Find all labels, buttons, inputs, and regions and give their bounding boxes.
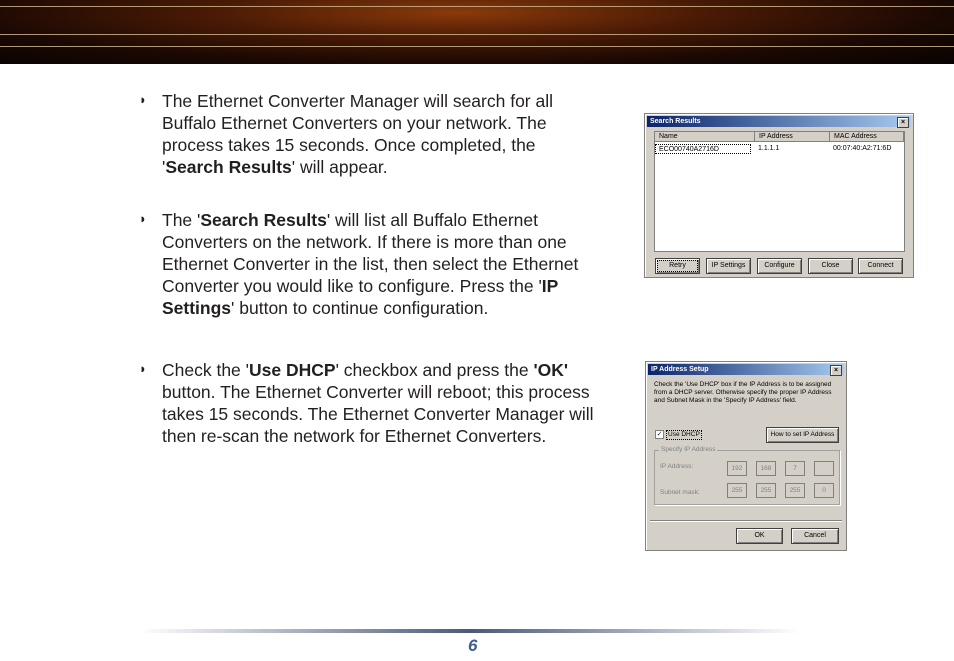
ip-octet-3[interactable]: 7 — [785, 461, 805, 476]
row-name-cell: ECO00740A2716D — [655, 144, 751, 154]
ip-setup-titlebar — [648, 364, 844, 375]
close-icon[interactable]: × — [897, 117, 909, 128]
header-rule — [0, 46, 954, 47]
close-button[interactable]: Close — [808, 258, 853, 274]
header-rule — [0, 34, 954, 35]
instruction-paragraph-2 — [162, 209, 607, 319]
paragraph-text-segment: ' checkbox and press the — [335, 360, 534, 380]
subnet-octet-1[interactable]: 255 — [727, 483, 747, 498]
window-title: IP Address Setup — [651, 366, 709, 373]
subnet-octet-2[interactable]: 255 — [756, 483, 776, 498]
paragraph-text-segment: IP Settings — [162, 276, 558, 318]
close-icon[interactable]: × — [830, 365, 842, 376]
subnet-mask-label: Subnet mask: — [660, 489, 700, 496]
column-header-ip[interactable]: IP Address — [755, 132, 830, 142]
paragraph-text-segment: The ' — [162, 210, 201, 230]
header-banner — [0, 0, 954, 64]
row-mac-cell: 00:07:40:A2:71:6D — [833, 145, 892, 152]
bullet-icon: ◗ — [139, 211, 147, 226]
ok-button[interactable]: OK — [736, 528, 783, 544]
subnet-octet-3[interactable]: 255 — [785, 483, 805, 498]
ip-address-setup-window — [645, 361, 847, 551]
paragraph-text-segment: 'OK' — [533, 360, 569, 380]
group-label: Specify IP Address — [661, 446, 716, 453]
how-to-set-ip-button[interactable]: How to set IP Address — [766, 427, 839, 443]
instruction-paragraph-1 — [162, 90, 592, 178]
column-header-name[interactable]: Name — [655, 132, 755, 142]
paragraph-text-segment: ' button to continue configuration. — [231, 298, 489, 318]
paragraph-text-segment: The Ethernet Converter Manager will search for all Buffalo Ethernet Converters on your network. The process takes 15 seconds. Once completed, the ' — [162, 91, 554, 177]
specify-ip-group — [654, 446, 840, 505]
ip-address-label: IP Address: — [660, 463, 694, 470]
connect-button[interactable]: Connect — [858, 258, 903, 274]
results-list[interactable] — [654, 131, 905, 252]
retry-button[interactable]: Retry — [655, 258, 700, 274]
paragraph-text-segment: ' will appear. — [291, 157, 388, 177]
cancel-button[interactable]: Cancel — [791, 528, 839, 544]
ip-octet-2[interactable]: 168 — [756, 461, 776, 476]
search-results-titlebar — [647, 116, 911, 127]
bullet-icon: ◗ — [139, 92, 147, 107]
paragraph-text-segment: Check the ' — [162, 360, 249, 380]
page-number: 6 — [468, 636, 478, 655]
ip-octet-1[interactable]: 192 — [727, 461, 747, 476]
use-dhcp-label: Use DHCP — [668, 431, 700, 438]
header-rule — [0, 6, 954, 7]
instruction-paragraph-3 — [162, 359, 617, 447]
subnet-octet-4[interactable]: 0 — [814, 483, 834, 498]
paragraph-text-segment: Use DHCP — [249, 360, 336, 380]
paragraph-text-segment: Search Results — [200, 210, 327, 230]
divider — [650, 520, 842, 521]
dhcp-instructions: Check the 'Use DHCP' box if the IP Address is to be assigned from a DHCP server. Otherwise specify the proper IP Address and Subnet Mask in the 'Specify IP Address' field. — [654, 381, 832, 404]
ip-octet-4[interactable] — [814, 461, 834, 476]
search-results-window — [644, 113, 914, 278]
paragraph-text-segment: Search Results — [165, 157, 292, 177]
row-ip-cell: 1.1.1.1 — [758, 145, 780, 152]
paragraph-text-segment: ' will list all Buffalo Ethernet Converters on the network. If there is more than one Ethernet Converter in the list, then select the Ethernet Converter you would like to configure. Press the ' — [162, 210, 579, 296]
column-header-mac[interactable]: MAC Address — [830, 132, 904, 142]
paragraph-text-segment: button. The Ethernet Converter will reboot; this process takes 15 seconds. The Ethernet Converter Manager will then re-scan the network for Ethernet Converters. — [162, 382, 594, 446]
configure-button[interactable]: Configure — [757, 258, 802, 274]
bullet-icon: ◗ — [139, 361, 147, 376]
use-dhcp-checkbox[interactable]: ✓ — [656, 431, 663, 438]
window-title: Search Results — [650, 118, 701, 125]
ip-settings-button[interactable]: IP Settings — [706, 258, 751, 274]
footer-rule — [140, 629, 800, 633]
